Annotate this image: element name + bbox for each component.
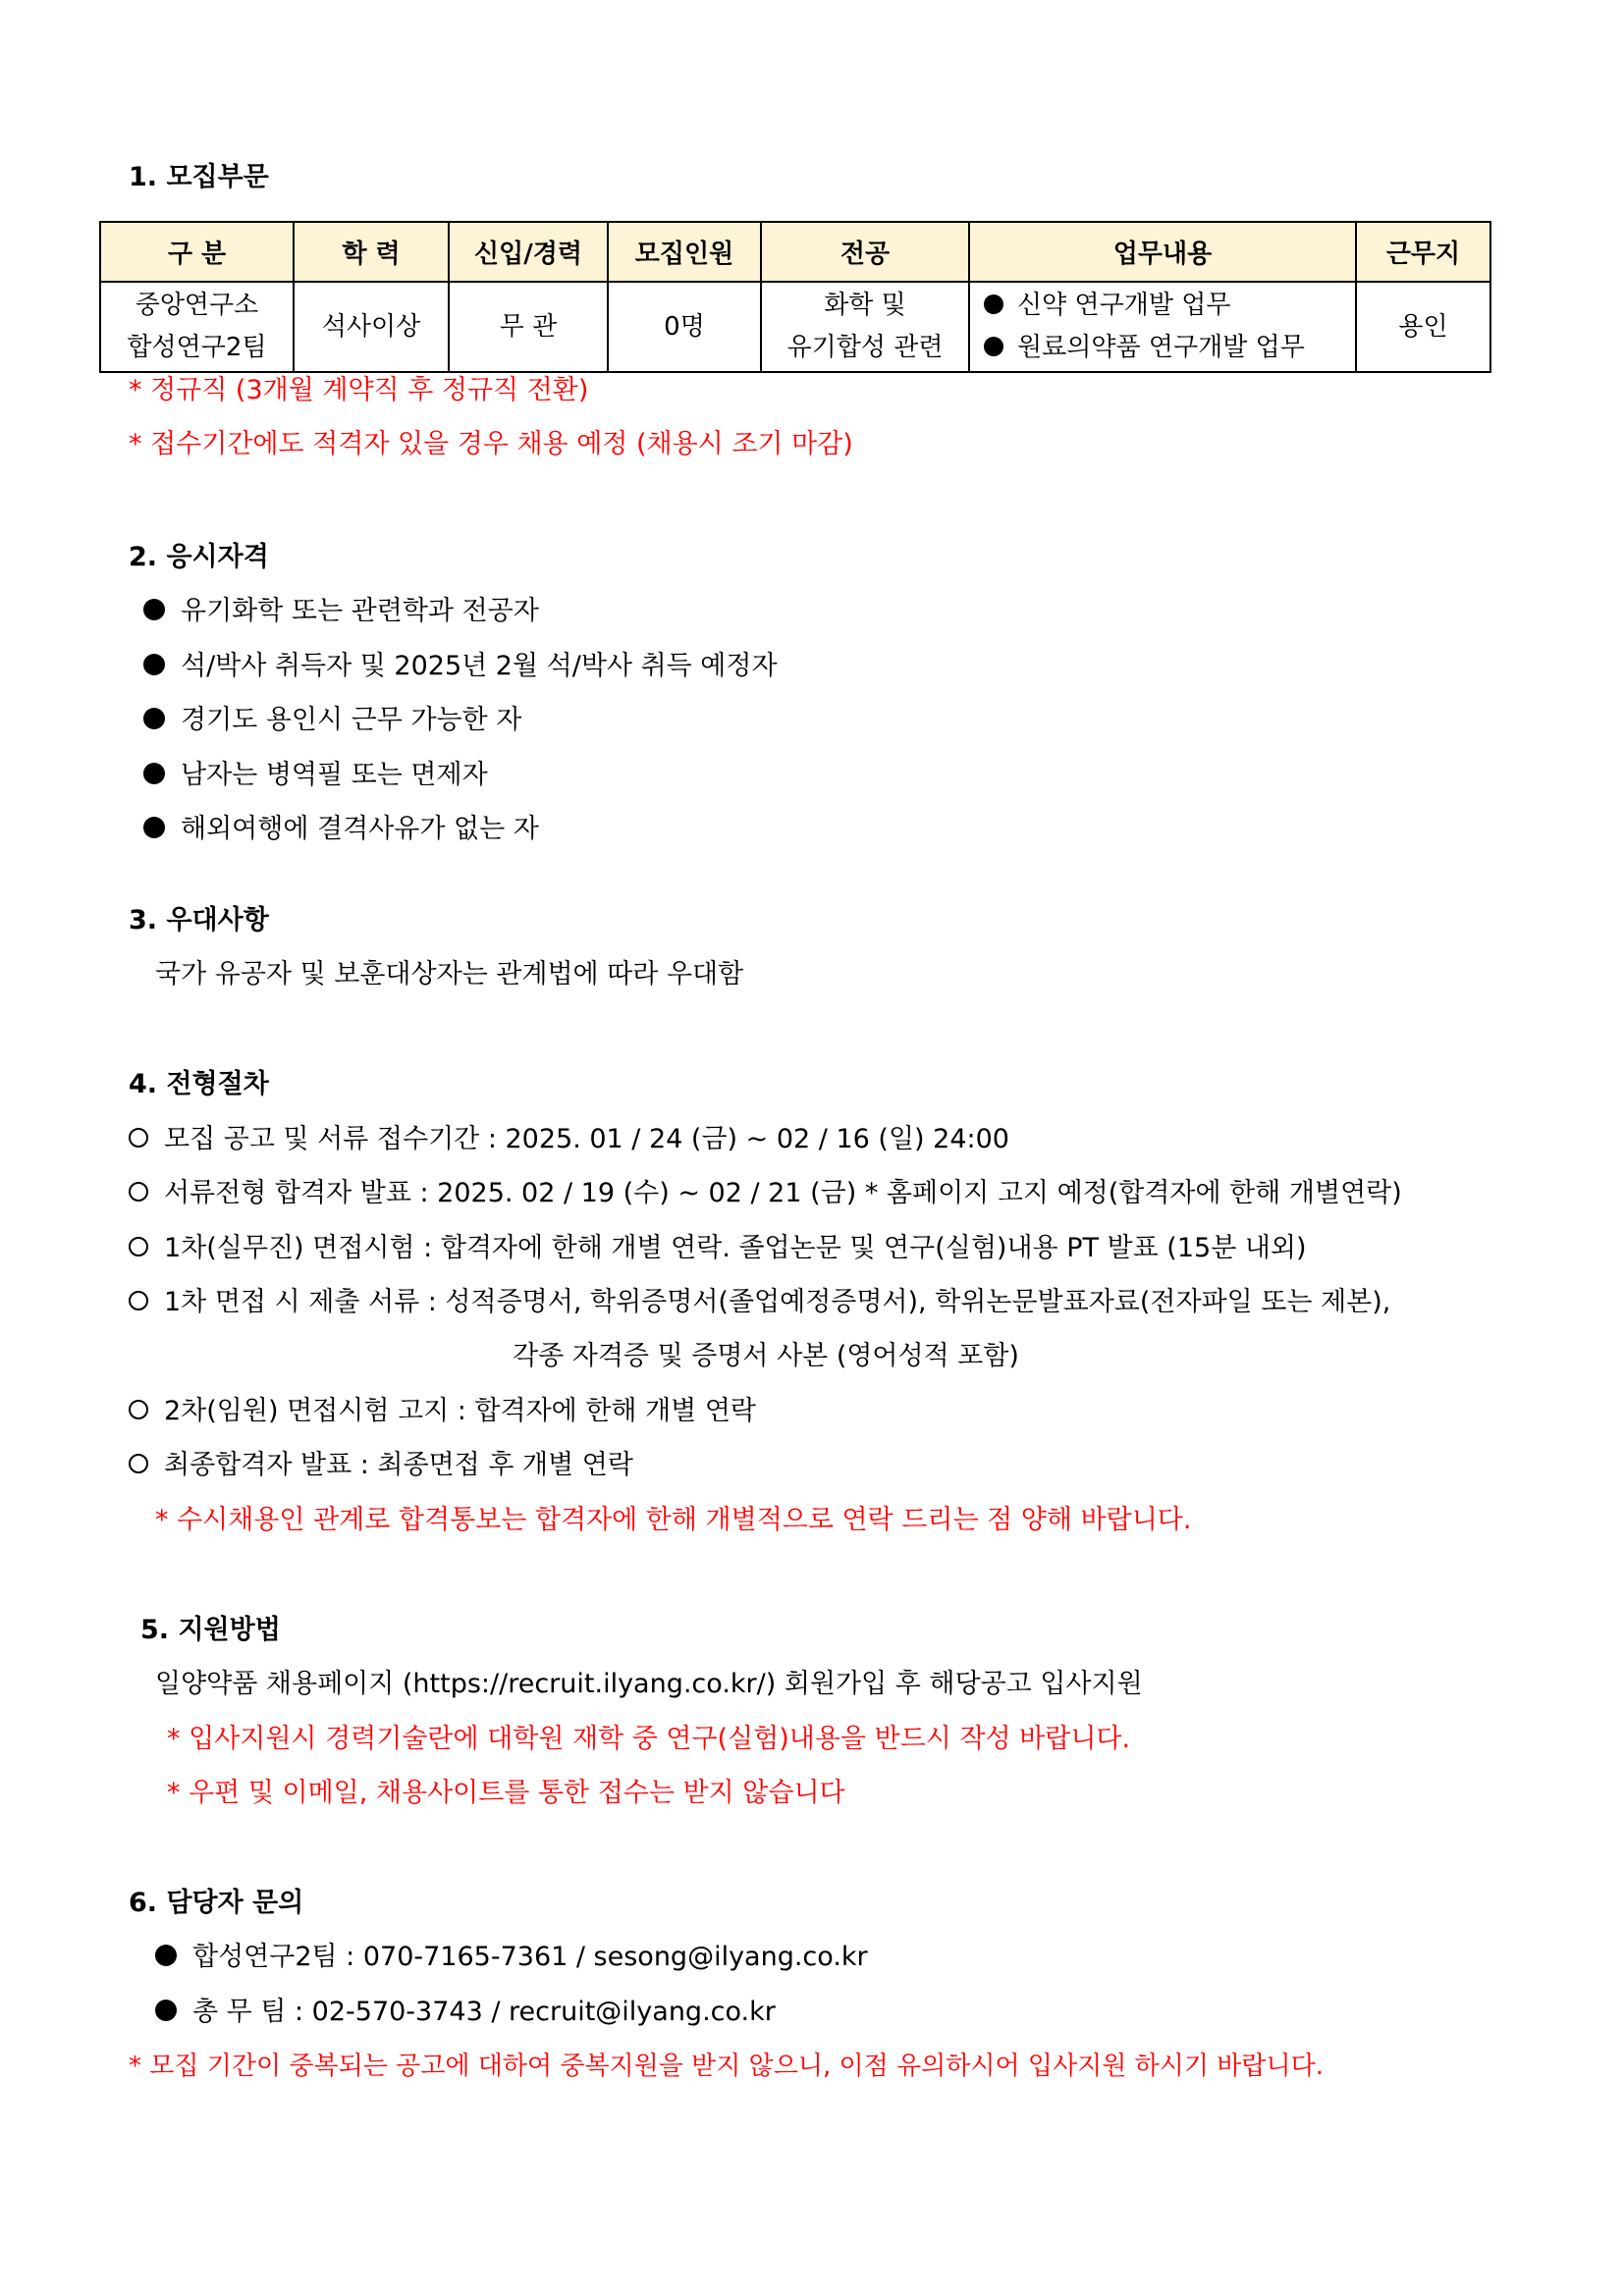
list-item: 1차 면접 시 제출 서류 : 성적증명서, 학위증명서(졸업예정증명서), 학위논문발표자료(전자파일 또는 제본), — [129, 1285, 1390, 1320]
cell-major — [761, 282, 969, 372]
cell-education: 석사이상 — [294, 282, 449, 372]
recruitment-table — [99, 221, 1491, 373]
header-count: 모집인원 — [608, 222, 761, 282]
header-education: 학 력 — [294, 222, 449, 282]
section6-title: 6. 담당자 문의 — [129, 1888, 304, 1918]
list-item: 유기화학 또는 관련학과 전공자 — [143, 594, 539, 629]
section4-note: * 수시채용인 관계로 합격통보는 합격자에 한해 개별적으로 연락 드리는 점 양해 바랍니다. — [155, 1505, 1192, 1535]
list-item: 서류전형 합격자 발표 : 2025. 02 / 19 (수) ~ 02 / 21 (금) * 홈페이지 고지 예정(합격자에 한해 개별연락) — [129, 1176, 1402, 1211]
division-line2: 합성연구2팀 — [127, 333, 267, 362]
section5-title: 5. 지원방법 — [140, 1615, 281, 1645]
circle-icon — [129, 1400, 148, 1419]
section3-title: 3. 우대사항 — [129, 905, 269, 935]
section1-note-2: * 접수기간에도 적격자 있을 경우 채용 예정 (채용시 조기 마감) — [129, 429, 853, 459]
bullet-icon — [143, 708, 165, 729]
cell-career: 무 관 — [449, 282, 608, 372]
circle-icon — [129, 1237, 148, 1256]
bullet-icon — [155, 1945, 177, 1966]
circle-icon — [129, 1128, 148, 1148]
section3-text: 국가 유공자 및 보훈대상자는 관계법에 따라 우대함 — [155, 959, 744, 989]
list-item: 석/박사 취득자 및 2025년 2월 석/박사 취득 예정자 — [143, 649, 778, 684]
list-item: 경기도 용인시 근무 가능한 자 — [143, 703, 521, 738]
bullet-icon — [143, 817, 165, 838]
header-location: 근무지 — [1356, 222, 1490, 282]
contact-item: 합성연구2팀 : 070-7165-7361 / sesong@ilyang.co.kr — [155, 1940, 868, 1975]
circle-icon — [129, 1454, 148, 1473]
list-item: 1차(실무진) 면접시험 : 합격자에 한해 개별 연락. 졸업논문 및 연구(실험)내용 PT 발표 (15분 내외) — [129, 1231, 1307, 1266]
list-item: 남자는 병역필 또는 면제자 — [143, 758, 488, 793]
bullet-icon — [984, 294, 1003, 314]
list-item: 최종합격자 발표 : 최종면접 후 개별 연락 — [129, 1448, 633, 1483]
circle-icon — [129, 1182, 148, 1201]
section1-title: 1. 모집부문 — [129, 162, 269, 192]
cell-duty — [969, 282, 1356, 372]
header-career: 신입/경력 — [449, 222, 608, 282]
cell-count: 0명 — [608, 282, 761, 372]
section2-title: 2. 응시자격 — [129, 542, 269, 572]
bullet-icon — [143, 599, 165, 620]
major-line2: 유기합성 관련 — [786, 333, 944, 362]
duty-item: 원료의약품 연구개발 업무 — [984, 327, 1354, 369]
bullet-icon — [984, 337, 1003, 356]
bullet-icon — [143, 654, 165, 675]
section5-note-2: * 우편 및 이메일, 채용사이트를 통한 접수는 받지 않습니다 — [167, 1778, 845, 1808]
section1-note-1: * 정규직 (3개월 계약직 후 정규직 전환) — [129, 375, 589, 405]
list-item: 모집 공고 및 서류 접수기간 : 2025. 01 / 24 (금) ~ 02 / 16 (일) 24:00 — [129, 1122, 1009, 1157]
contact-item: 총 무 팀 : 02-570-3743 / recruit@ilyang.co.kr — [155, 1995, 776, 2030]
header-division: 구 분 — [100, 222, 294, 282]
duty-item: 신약 연구개발 업무 — [984, 285, 1354, 327]
cell-location: 용인 — [1356, 282, 1490, 372]
table-header-row — [100, 222, 1490, 282]
header-duty: 업무내용 — [969, 222, 1356, 282]
list-item-continuation: 각종 자격증 및 증명서 사본 (영어성적 포함) — [513, 1341, 1019, 1371]
section5-note-1: * 입사지원시 경력기술란에 대학원 재학 중 연구(실험)내용을 반드시 작성 바랍니다. — [167, 1724, 1131, 1754]
table-row — [100, 282, 1490, 372]
section4-title: 4. 전형절차 — [129, 1069, 269, 1099]
list-item: 해외여행에 결격사유가 없는 자 — [143, 812, 539, 847]
circle-icon — [129, 1291, 148, 1310]
section5-text: 일양약품 채용페이지 (https://recruit.ilyang.co.kr/) 회원가입 후 해당공고 입사지원 — [155, 1669, 1143, 1699]
header-major: 전공 — [761, 222, 969, 282]
division-line1: 중앙연구소 — [135, 291, 259, 320]
list-item: 2차(임원) 면접시험 고지 : 합격자에 한해 개별 연락 — [129, 1394, 756, 1429]
bullet-icon — [155, 2000, 177, 2021]
major-line1: 화학 및 — [824, 291, 906, 320]
cell-division — [100, 282, 294, 372]
bullet-icon — [143, 763, 165, 784]
section6-note: * 모집 기간이 중복되는 공고에 대하여 중복지원을 받지 않으니, 이점 유의하시어 입사지원 하시기 바랍니다. — [129, 2052, 1324, 2081]
